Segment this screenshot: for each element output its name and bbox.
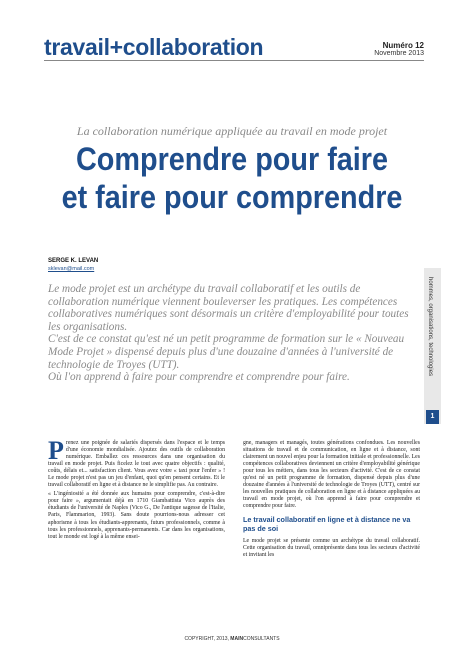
lead-paragraph: Où l'on apprend à faire pour comprendre et comprendre pour faire. — [48, 371, 350, 384]
footer-suffix: CONSULTANTS — [243, 636, 280, 642]
article-kicker: La collaboration numérique appliquée au travail en mode projet — [76, 124, 388, 138]
header-divider — [44, 60, 424, 61]
article-lead — [48, 283, 416, 384]
body-column-2 — [243, 440, 420, 561]
headline-line-2: et faire pour comprendre — [61, 179, 403, 215]
body-paragraph-quote: « L'ingéniosité a été donnée aux humains pour comprendre, c'est-à-dire pour faire », argumentait déjà en 1710 Giambattista Vico auprès des étudiants de l'université de Naples (Vico G., De l'antique sagesse de l'Italie, Paris, Flammarion, 1993). Sans doute pourrions-nous adresser cet aphorisme à tous les étudiants-apprenants, futurs professionnels, comme à tous les professionnels, apprenants-permanents. Car dans les organisations, tout le monde est logé à la même ensei- — [48, 491, 225, 540]
footer-copyright: COPYRIGHT, 2013, — [184, 636, 231, 642]
drop-cap: P — [48, 436, 64, 465]
masthead-title: travail+collaboration — [44, 34, 264, 60]
section-subheading: Le travail collaboratif en ligne et à distance ne va pas de soi — [243, 515, 411, 534]
lead-paragraph: C'est de ce constat qu'est né un petit programme de formation sur le « Nouveau Mode Projet » dispensé depuis plus d'une douzaine d'années à l'université de technologie de Troyes (UTT). — [48, 333, 405, 371]
section-sidebar-label: hommes, organisations, technologies — [427, 277, 433, 377]
issue-number: Numéro 12 — [382, 41, 424, 50]
body-paragraph: Le mode projet se présente comme un archétype du travail collaboratif. Cette organisation du travail, omniprésente dans tous les secteurs d'activité et invitant les — [243, 537, 420, 558]
body-paragraph: gne, managers et managés, toutes générations confondues. Les nouvelles situations de travail et de communication, en ligne et à distance, sont clairement un nouvel enjeu pour la formation initiale et professionnelle. Les compétences collaboratives deviennent un critère d'employabilité générique pour tous les métiers, dans tous les secteurs d'activité. C'est de ce constat qu'est né un petit programme de formation, dispensé depuis plus d'une douzaine d'années à l'université de technologie de Troyes (UTT), centré sur les nouvelles pratiques de collaboration en ligne et à distance appliquées au travail en mode projet, où l'on apprend à faire pour comprendre et comprendre pour faire. — [243, 440, 420, 510]
body-paragraph — [48, 436, 225, 489]
page-number-badge: 1 — [426, 410, 439, 424]
body-paragraph-text: renez une poignée de salariés dispersés dans l'espace et le temps d'une économie mondialisée. Ajoutez des outils de collaboration numérique. Emballez ces ressources dans une organisation du travail en mode projet. Puis ficelez le tout avec quatre objectifs : qualité, coûts, délais et... satisfaction client. Vous avez votre « taxi pour l'enfer » ! Le mode projet n'est pas un jeu d'enfant, quoi qu'en pensent certains. Et le travail collaboratif en ligne et à distance ne le simplifie pas. Au contraire. — [48, 440, 225, 489]
lead-paragraph: Le mode projet est un archétype du travail collaboratif et les outils de collaboration numérique viennent bouleverser les pratiques. Les compétences collaboratives numériques sont désormais un critère d'employabilité pour toutes les organisations. — [48, 283, 409, 333]
page-footer — [0, 636, 464, 642]
author-email-link[interactable]: sklevan@mail.com — [48, 266, 95, 272]
author-name: SERGE K. LEVAN — [48, 258, 99, 264]
footer-brand: MAIN — [230, 636, 244, 642]
issue-info — [374, 41, 424, 57]
headline-line-1: Comprendre pour faire — [75, 141, 389, 177]
body-column-1 — [48, 436, 225, 543]
issue-date: Novembre 2013 — [374, 50, 424, 57]
article-headline — [59, 140, 405, 216]
